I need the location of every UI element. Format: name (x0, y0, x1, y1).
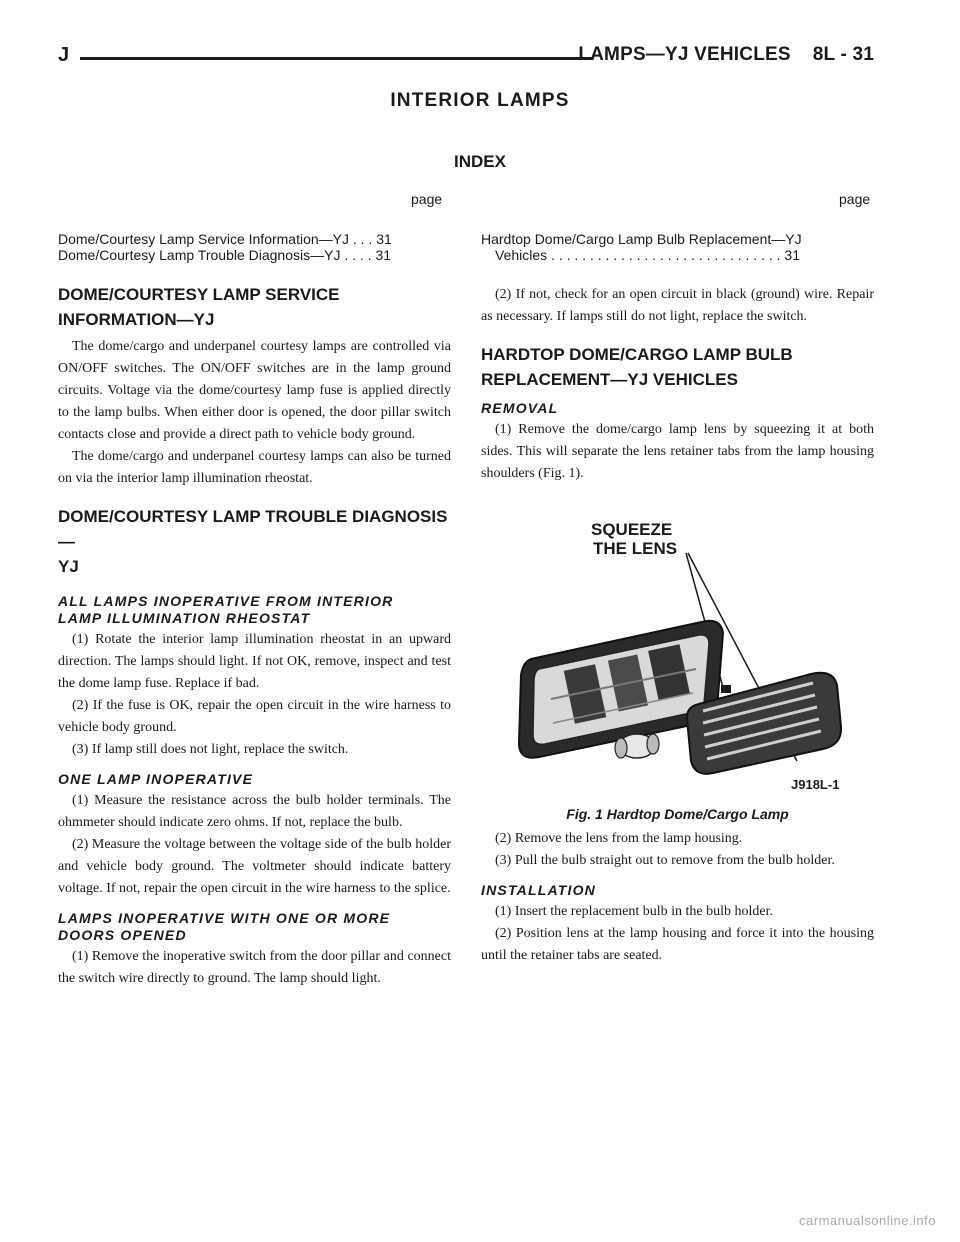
paragraph: (3) If lamp still does not light, replace the switch. (72, 742, 349, 757)
right-column (481, 282, 874, 967)
paragraph: (1) Rotate the interior lamp illumination rheostat in an upward direction. The lamps should light. If not OK, remove, inspect and test the dome lamp fuse. Replace if bad. (58, 632, 451, 691)
heading-bulb-replacement-line2: REPLACEMENT—YJ VEHICLES (481, 370, 738, 389)
heading-service-info (58, 282, 451, 332)
running-header (578, 44, 874, 66)
subheading-all-lamps-line1: ALL LAMPS INOPERATIVE FROM INTERIOR (58, 593, 394, 609)
subheading-one-lamp: ONE LAMP INOPERATIVE (58, 771, 254, 787)
index-page-label-right: page (839, 191, 871, 207)
paragraph: (3) Pull the bulb straight out to remove from the bulb holder. (495, 853, 835, 868)
callout-squeeze: SQUEEZE (591, 520, 673, 539)
section-title: INTERIOR LAMPS (390, 90, 570, 111)
heading-trouble-diagnosis-line2: YJ (58, 557, 79, 576)
heading-service-info-line1: DOME/COURTESY LAMP SERVICE (58, 285, 340, 304)
paragraph: (1) Insert the replacement bulb in the bulb holder. (495, 904, 773, 919)
paragraph: (1) Remove the inoperative switch from the door pillar and connect the switch wire directly to ground. The lamp should light. (58, 949, 451, 986)
index-title: INDEX (454, 152, 506, 171)
index-entry-bulb-replacement[interactable]: Hardtop Dome/Cargo Lamp Bulb Replacement—YJ (481, 231, 802, 247)
paragraph: (1) Measure the resistance across the bulb holder terminals. The ohmmeter should indicate zero ohms. If not, replace the bulb. (58, 793, 451, 830)
left-column (58, 282, 451, 990)
heading-bulb-replacement (481, 342, 874, 392)
subheading-all-lamps-line2: LAMP ILLUMINATION RHEOSTAT (58, 610, 311, 626)
lamp-illustration (481, 499, 874, 804)
subheading-removal: REMOVAL (481, 400, 559, 416)
index-entry-trouble-diagnosis[interactable]: Dome/Courtesy Lamp Trouble Diagnosis—YJ . . . . 31 (58, 247, 392, 263)
subheading-all-lamps (58, 593, 451, 627)
index-page-label-left: page (411, 191, 443, 207)
paragraph: (2) If not, check for an open circuit in black (ground) wire. Repair as necessary. If lamps still do not light, replace the switch. (481, 287, 874, 324)
index-entry-bulb-replacement-cont[interactable]: Vehicles . . . . . . . . . . . . . . . . . . . . . . . . . . . . . . 31 (495, 247, 800, 263)
heading-trouble-diagnosis (58, 504, 451, 579)
paragraph: (2) If the fuse is OK, repair the open circuit in the wire harness to vehicle body ground. (58, 698, 451, 735)
subheading-doors-opened-line2: DOORS OPENED (58, 927, 187, 943)
subheading-doors-opened-line1: LAMPS INOPERATIVE WITH ONE OR MORE (58, 910, 391, 926)
figure-dome-cargo-lamp (481, 499, 874, 804)
heading-bulb-replacement-line1: HARDTOP DOME/CARGO LAMP BULB (481, 345, 793, 364)
header-page-number: 8L - 31 (812, 44, 874, 65)
figure-caption: Fig. 1 Hardtop Dome/Cargo Lamp (566, 806, 789, 822)
heading-service-info-line2: INFORMATION—YJ (58, 310, 215, 329)
paragraph: The dome/cargo and underpanel courtesy lamps are controlled via ON/OFF switches. The ON/OFF switches are in the lamp ground circuits. Voltage via the dome/courtesy lamp fuse is applied directly to the lamp bulbs. When either door is opened, the door pillar switch contacts close and provide a direct path to vehicle body ground. (58, 339, 451, 442)
callout-the-lens: THE LENS (593, 539, 678, 558)
watermark[interactable]: carmanualsonline.info (799, 1213, 936, 1228)
header-rule (80, 57, 592, 60)
header-title: LAMPS—YJ VEHICLES (578, 44, 791, 65)
bulb (615, 734, 659, 758)
heading-trouble-diagnosis-line1: DOME/COURTESY LAMP TROUBLE DIAGNOSIS— (58, 507, 448, 551)
paragraph: (2) Measure the voltage between the voltage side of the bulb holder and vehicle body ground. The voltmeter should indicate battery voltage. If not, repair the open circuit in the wire harness to the splice. (58, 837, 451, 896)
paragraph: (2) Remove the lens from the lamp housing. (495, 831, 743, 846)
paragraph: The dome/cargo and underpanel courtesy lamps can also be turned on via the interior lamp illumination rheostat. (58, 449, 451, 486)
paragraph: (2) Position lens at the lamp housing and force it into the housing until the retainer tabs are seated. (481, 926, 874, 963)
subheading-installation: INSTALLATION (481, 882, 596, 898)
header-letter: J (58, 44, 70, 66)
retainer-tab (721, 685, 731, 693)
subheading-doors-opened (58, 910, 451, 944)
index-entry-service-info[interactable]: Dome/Courtesy Lamp Service Information—YJ . . . 31 (58, 231, 392, 247)
figure-code: J918L-1 (791, 777, 840, 792)
paragraph: (1) Remove the dome/cargo lamp lens by squeezing it at both sides. This will separate the lens retainer tabs from the lamp housing shoulders (Fig. 1). (481, 422, 874, 481)
